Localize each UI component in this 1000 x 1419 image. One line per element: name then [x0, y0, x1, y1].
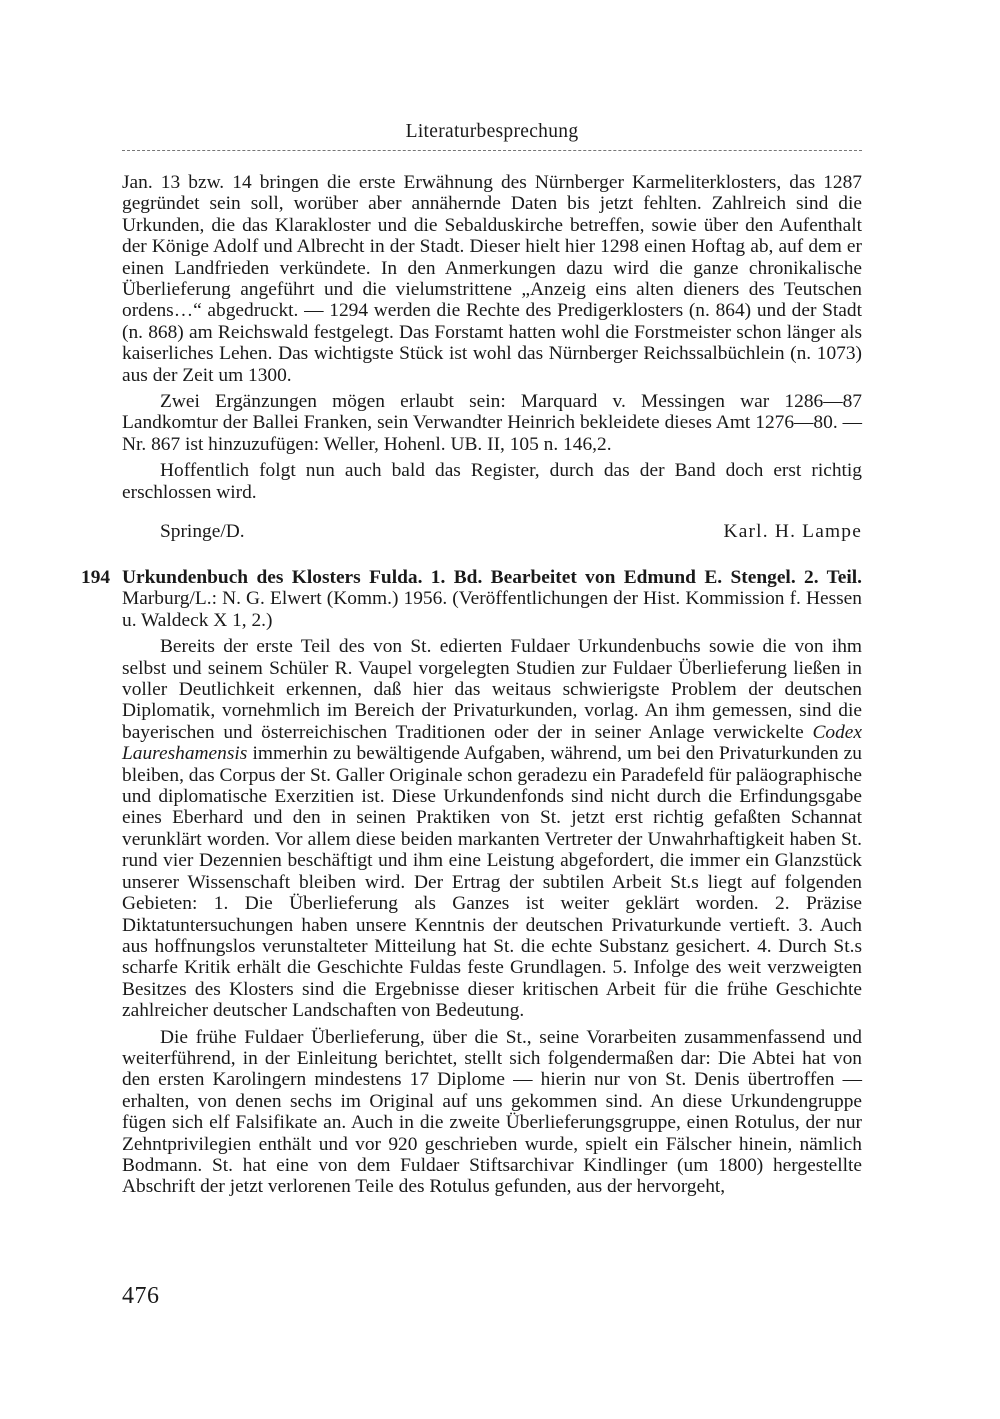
reviewer-name: Karl. H. Lampe	[723, 521, 862, 542]
header-rule	[122, 150, 862, 151]
paragraph-text: Bereits der erste Teil des von St. edierten Fuldaer Urkundenbuchs sowie die von ihm selbst und seinem Schüler R. Vaupel vorgelegten Studien zur Fuldaer Überlieferung ließen in voller Deutlichkeit erkennen, daß hier das weitaus schwierigste Problem der deutschen Diplomatik, vornehmlich im Bereich der Privaturkunden, vorlag. An ihm gemessen, sind die bayerischen und österreichischen Traditionen oder der in seiner Anlage verwickelte	[122, 636, 862, 743]
review-1-signature	[160, 521, 862, 543]
entry-title-publication: Marburg/L.: N. G. Elwert (Komm.) 1956. (Veröffentlichungen der Hist. Kommission f. Hessen u. Waldeck X 1, 2.)	[122, 588, 862, 631]
review-2-body	[122, 567, 862, 1198]
review-2-paragraph	[122, 636, 862, 1021]
codex-title: Codex Laureshamensis	[122, 721, 862, 765]
review-1-paragraph: Jan. 13 bzw. 14 bringen die erste Erwähnung des Nürnberger Karmeliterklosters, das 1287 gegründet sein soll, worüber aber annähernde Daten bis jetzt fehlten. Zahlreich sind die Urkunden, die das Klarakloster und die Sebalduskirche betreffen, sowie über den Aufenthalt der Könige Adolf und Albrecht in der Stadt. Dieser hielt hier 1298 einen Hoftag ab, auf dem er einen Landfrieden verkündete. In den Anmerkungen dazu wird die ganze chronikalische Überlieferung angeführt und die vielumstrittene „Anzeig eins alten dieners des Teutschen ordens…“ abgedruckt. — 1294 werden die Rechte des Predigerklosters (n. 864) und der Stadt (n. 868) am Reichswald festgelegt. Das Forstamt hatten wohl die Forstmeister schon länger als kaiserliches Lehen. Das wichtigste Stück ist wohl das Nürnberger Reichssalbüchlein (n. 1073) aus der Zeit um 1300.	[122, 172, 862, 386]
review-1-paragraph: Zwei Ergänzungen mögen erlaubt sein: Marquard v. Messingen war 1286—87 Landkomtur der Ballei Franken, sein Verwandter Heinrich bekleidete dieses Amt 1276—80. — Nr. 867 ist hinzuzufügen: Weller, Hohenl. UB. II, 105 n. 146,2.	[122, 391, 862, 455]
page-number: 476	[122, 1283, 160, 1309]
review-1-paragraph: Hoffentlich folgt nun auch bald das Register, durch das der Band doch erst richtig erschlossen wird.	[122, 460, 862, 503]
reviewer-place: Springe/D.	[160, 521, 245, 542]
entry-title-bold: Urkundenbuch des Klosters Fulda. 1. Bd. Bearbeitet von Edmund E. Stengel. 2. Teil.	[122, 567, 862, 588]
entry-title	[122, 567, 862, 631]
entry-number: 194	[81, 567, 111, 588]
review-1-body	[122, 172, 862, 503]
review-2-paragraph: Die frühe Fuldaer Überlieferung, über die St., seine Vorarbeiten zusammenfassend und weiterführend, in der Einleitung berichtet, stellt sich folgendermaßen dar: Die Abtei hat von den ersten Karolingern mindestens 17 Diplome — hierin nur von St. Denis übertroffen — erhalten, von denen sechs im Original auf uns gekommen sind. An diese Urkundengruppe fügen sich elf Falsifikate an. Auch in die zweite Überlieferungsgruppe, einen Rotulus, der nur Zehntprivilegien enthält und vor 920 geschrieben wurde, spielt ein Fälscher hinein, nämlich Bodmann. St. hat eine von dem Fuldaer Stiftsarchivar Kindlinger (um 1800) hergestellte Abschrift der jetzt verlorenen Teile des Rotulus gefunden, aus der hervorgeht,	[122, 1026, 862, 1198]
running-header: Literaturbesprechung	[405, 121, 579, 142]
paragraph-text: immerhin zu bewältigende Aufgaben, während, um bei den Privaturkunden zu bleiben, das Corpus der St. Galler Originale schon geradezu ein Paradefeld für paläographische und diplomatische Exerzitien ist. Diese Urkundenfonds sind nicht durch die Erfindungsgabe eines Eberhard und den in seinen Praktiken von St. jetzt erst richtig gefaßten Schannat verunklärt worden. Vor allem diese beiden markanten Vertreter der Unwahrhaftigkeit haben St. rund vier Dezennien beschäftigt und ihm eine Leistung abgefordert, die immer ein Glanzstück unserer Wissenschaft bleiben wird. Der Ertrag der subtilen Arbeit St.s liegt auf folgenden Gebieten: 1. Die Überlieferung als Ganzes ist weiter geklärt worden. 2. Präzise Diktatuntersuchungen haben unsere Kenntnis der deutschen Privaturkunde vertieft. 3. Auch aus hoffnungslos verunstalteter Mitteilung hat St. die echte Substanz gesichert. 4. Durch St.s scharfe Kritik erhält die Geschichte Fuldas feste Grundlagen. 5. Infolge des weit verzweigten Besitzes des Klosters sind die Ergebnisse dieser kritischen Arbeit für die frühe Geschichte zahlreicher deutscher Landschaften von Bedeutung.	[122, 743, 862, 1022]
